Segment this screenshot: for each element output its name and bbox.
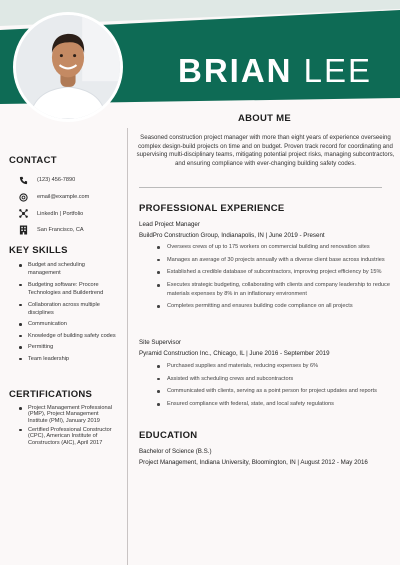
- skill-item: Budgeting software: Procore Technologies and Buildertrend: [19, 281, 119, 298]
- contact-links-text: LinkedIn | Portfolio: [37, 210, 84, 217]
- contact-phone[interactable]: [18, 172, 89, 189]
- building-icon: [18, 225, 28, 235]
- first-name: BRIAN: [178, 52, 293, 89]
- about-summary: Seasoned construction project manager with more than eight years of experience overseeing complex design-build projects on time and on budget. Proven track record for coordinating and supervising multi-disciplinary teams, mitigating potential project risks, managing subcontractors, and ensuring compliance with ever-changing building safety codes.: [136, 134, 395, 167]
- about-heading: ABOUT ME: [237, 113, 292, 124]
- phone-icon: [18, 175, 28, 185]
- last-name: LEE: [303, 52, 373, 89]
- job-bullet: Oversees crews of up to 175 workers on commercial building and renovation sites: [157, 243, 392, 251]
- education-details: Project Management, Indiana University, Bloomington, IN | August 2012 - May 2016: [139, 459, 368, 466]
- skill-item: Collaboration across multiple disciplines: [19, 301, 119, 318]
- experience-heading: PROFESSIONAL EXPERIENCE: [139, 203, 285, 214]
- job-bullet: Assisted with scheduling crews and subcontractors: [157, 375, 392, 383]
- email-icon: [18, 192, 28, 202]
- person-avatar-icon: [16, 15, 120, 119]
- certifications-list: [19, 405, 119, 448]
- contact-phone-text: (123) 456-7890: [37, 177, 76, 184]
- contact-links[interactable]: [18, 205, 89, 222]
- job-employer-dates: BuildPro Construction Group, Indianapolis, IN | June 2019 - Present: [139, 232, 325, 239]
- left-column: [0, 128, 128, 565]
- skill-item: Knowledge of building safety codes: [19, 332, 119, 340]
- contact-list: [18, 172, 89, 239]
- job-title: Lead Project Manager: [139, 221, 200, 228]
- education-degree: Bachelor of Science (B.S.): [139, 448, 212, 455]
- skills-list: [19, 261, 119, 366]
- skill-item: Team leadership: [19, 355, 119, 363]
- contact-email[interactable]: [18, 189, 89, 206]
- certification-item: Certified Professional Constructor (CPC), American Institute of Constructors (AIC), April 2017: [19, 427, 119, 446]
- contact-heading: CONTACT: [9, 155, 57, 166]
- skill-item: Permitting: [19, 343, 119, 351]
- job-bullet: Manages an average of 30 projects annually with a diverse client base across industries: [157, 256, 392, 264]
- education-heading: EDUCATION: [139, 430, 198, 441]
- job-bullets: [157, 243, 392, 315]
- profile-photo: [13, 12, 123, 122]
- skill-item: Budget and scheduling management: [19, 261, 119, 278]
- job-bullet: Purchased supplies and materials, reducing expenses by 6%: [157, 362, 392, 370]
- certification-item: Project Management Professional (PMP), Project Management Institute (PMI), January 2019: [19, 405, 119, 424]
- job-bullet: Completes permitting and ensures building code compliance on all projects: [157, 302, 392, 310]
- network-icon: [18, 209, 28, 219]
- section-divider: [139, 187, 382, 188]
- contact-location-text: San Francisco, CA: [37, 227, 84, 234]
- certifications-heading: CERTIFICATIONS: [9, 389, 93, 400]
- job-bullet: Communicated with clients, serving as a point person for project updates and reports: [157, 387, 392, 395]
- job-bullet: Ensured compliance with federal, state, and local safety regulations: [157, 400, 392, 408]
- job-employer-dates: Pyramid Construction Inc., Chicago, IL | June 2016 - September 2019: [139, 350, 330, 357]
- contact-location: [18, 222, 89, 239]
- skill-item: Communication: [19, 320, 119, 328]
- contact-email-text: email@example.com: [37, 194, 90, 201]
- candidate-name: [178, 52, 372, 90]
- skills-heading: KEY SKILLS: [9, 245, 68, 256]
- job-title: Site Supervisor: [139, 339, 181, 346]
- job-bullet: Executes strategic budgeting, collaborating with clients and company leadership to reduce materials expenses by 8% in an inflationary environment: [157, 281, 392, 298]
- job-bullet: Established a credible database of subcontractors, improving project efficiency by 15%: [157, 268, 392, 276]
- job-bullets: [157, 362, 392, 413]
